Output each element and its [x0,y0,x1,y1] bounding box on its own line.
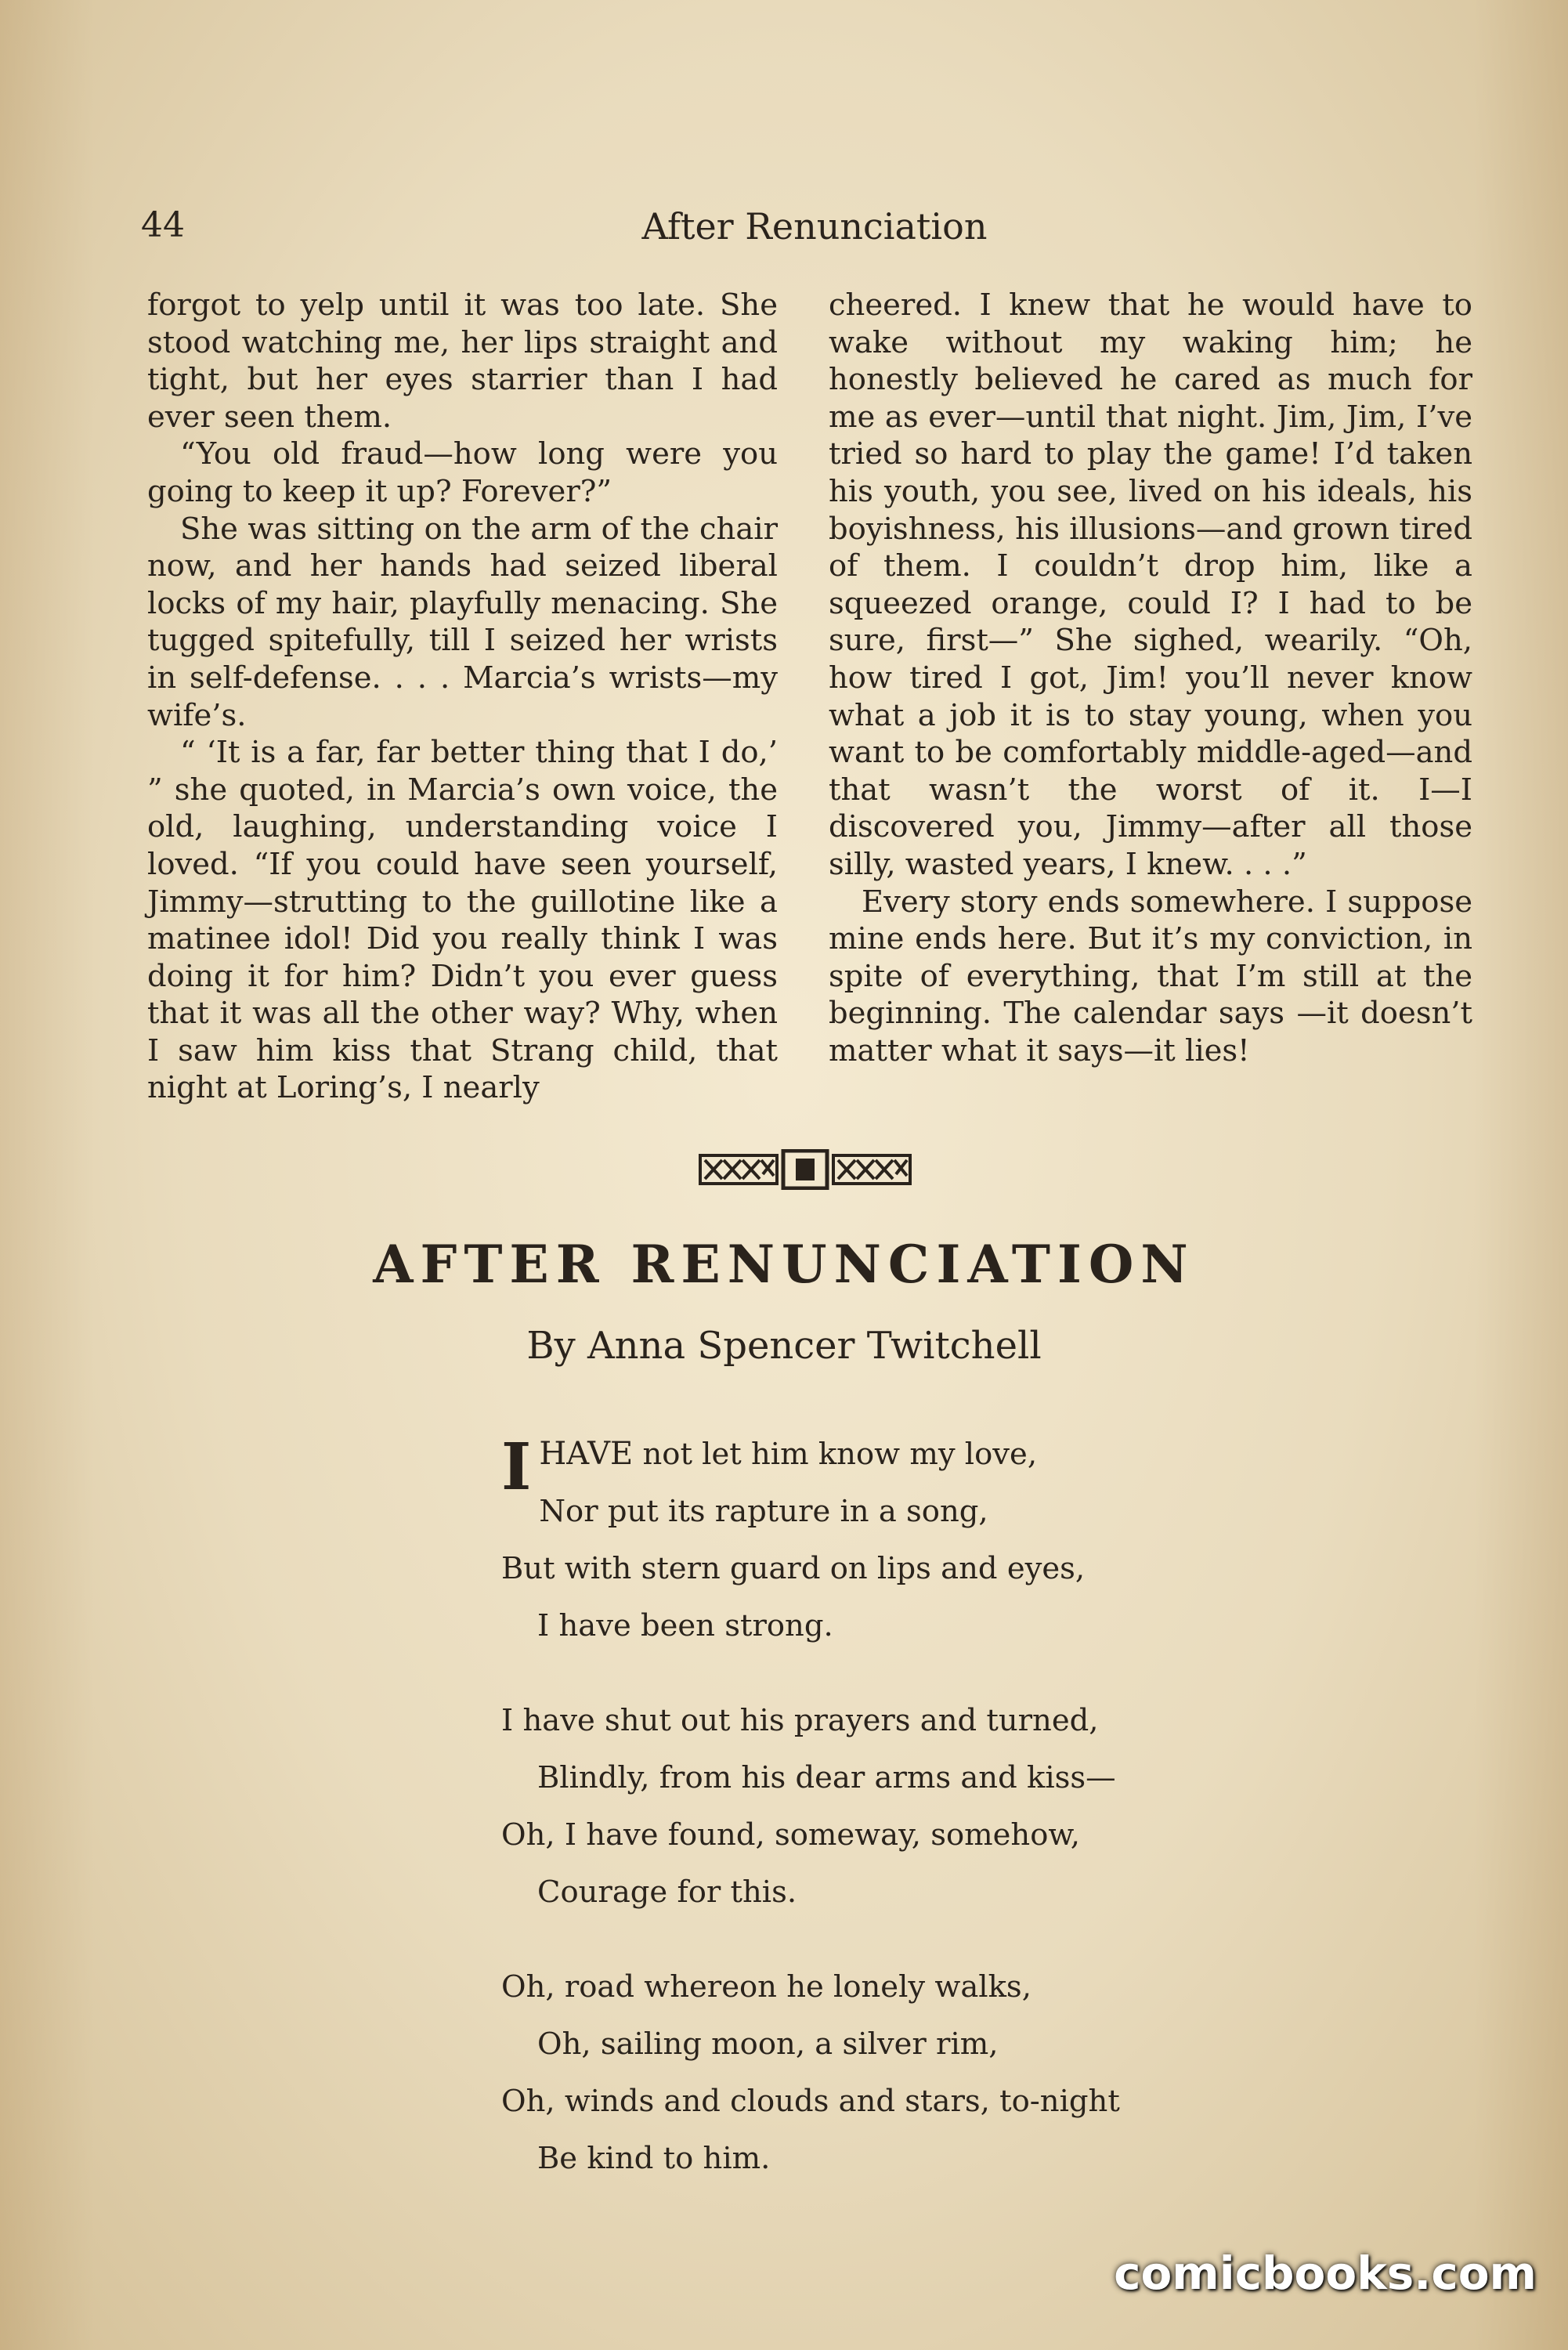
poem-line: Oh, winds and clouds and stars, to-night [501,2084,1120,2119]
poem-line [501,1426,1206,1505]
paragraph: She was sitting on the arm of the chair now, and her hands had seized liberal locks of my hair, playfully menacing. She tugged spitefully, till I seized her wrists in self-defense. . . . Marcia’s wrists—my wife’s. [147,511,778,733]
poem-stanza [501,1958,1206,2187]
page-number: 44 [141,205,185,245]
poem-stanza [501,1426,1206,1654]
poem-line: I have been strong. [537,1608,833,1643]
section-divider-ornament-icon [699,1149,912,1190]
poem-line-text: not let him know my love, [633,1437,1038,1472]
poem-line: Oh, road whereon he lonely walks, [501,1969,1031,2005]
watermark: comicbooks.com [1114,2247,1537,2300]
running-head [141,205,1472,252]
paragraph: forgot to yelp until it was too late. She stood watching me, her lips straight and tight, but her eyes starrier than I had ever seen them. [147,287,778,435]
poem-line: Be kind to him. [537,2141,771,2176]
poem-author: By Anna Spencer Twitchell [526,1324,1042,1368]
poem-line: But with stern guard on lips and eyes, [501,1551,1086,1586]
poem-line: Oh, I have found, someway, somehow, [501,1817,1081,1853]
poem-line: Courage for this. [537,1875,797,1910]
poem-line: Oh, sailing moon, a silver rim, [537,2026,999,2062]
poem-line: Blindly, from his dear arms and kiss— [537,1760,1116,1795]
paragraph: “You old fraud—how long were you going to keep it up? Forever?” [147,436,778,509]
story-column-right [829,287,1472,1069]
running-head-title: After Renunciation [641,205,988,248]
paragraph: Every story ends somewhere. I suppose mine ends here. But it’s my conviction, in spite of everything, that I’m still at the beginning. The calendar says —it doesn’t matter what it says—it lies! [829,884,1472,1068]
poem-line: Nor put its rapture in a song, [539,1494,988,1529]
paragraph: “ ‘It is a far, far better thing that I do,’ ” she quoted, in Marcia’s own voice, the old, laughing, understanding voice I loved. “If you could have seen yourself, Jimmy—strutting to the guillotine like a matinee idol! Did you really think I was doing it for him? Didn’t you ever guess that it was all the other way? Why, when I saw him kiss that Strang child, that night at Loring’s, I nearly [147,735,778,1106]
poem-first-word: HAVE [539,1436,634,1472]
poem-line: I have shut out his prayers and turned, [501,1703,1099,1738]
story-column-left [147,287,778,1107]
poem [501,1426,1206,2225]
poem-title: AFTER RENUNCIATION [373,1234,1195,1295]
poem-stanza [501,1692,1206,1921]
paragraph: cheered. I knew that he would have to wake without my waking him; he honestly believed he cared as much for me as ever—until that night. Jim, Jim, I’ve tried so hard to play the game! I’d taken his youth, you see, lived on his ideals, his boyishness, his illusions—and grown tired of them. I couldn’t drop him, like a squeezed orange, could I? I had to be sure, first—” She sighed, wearily. “Oh, how tired I got, Jim! you’ll never know what a job it is to stay young, when you want to be comfortably middle-aged—and that wasn’t the worst of it. I—I discovered you, Jimmy—after all those silly, wasted years, I knew. . . .” [829,287,1472,882]
drop-cap: I [501,1430,532,1505]
